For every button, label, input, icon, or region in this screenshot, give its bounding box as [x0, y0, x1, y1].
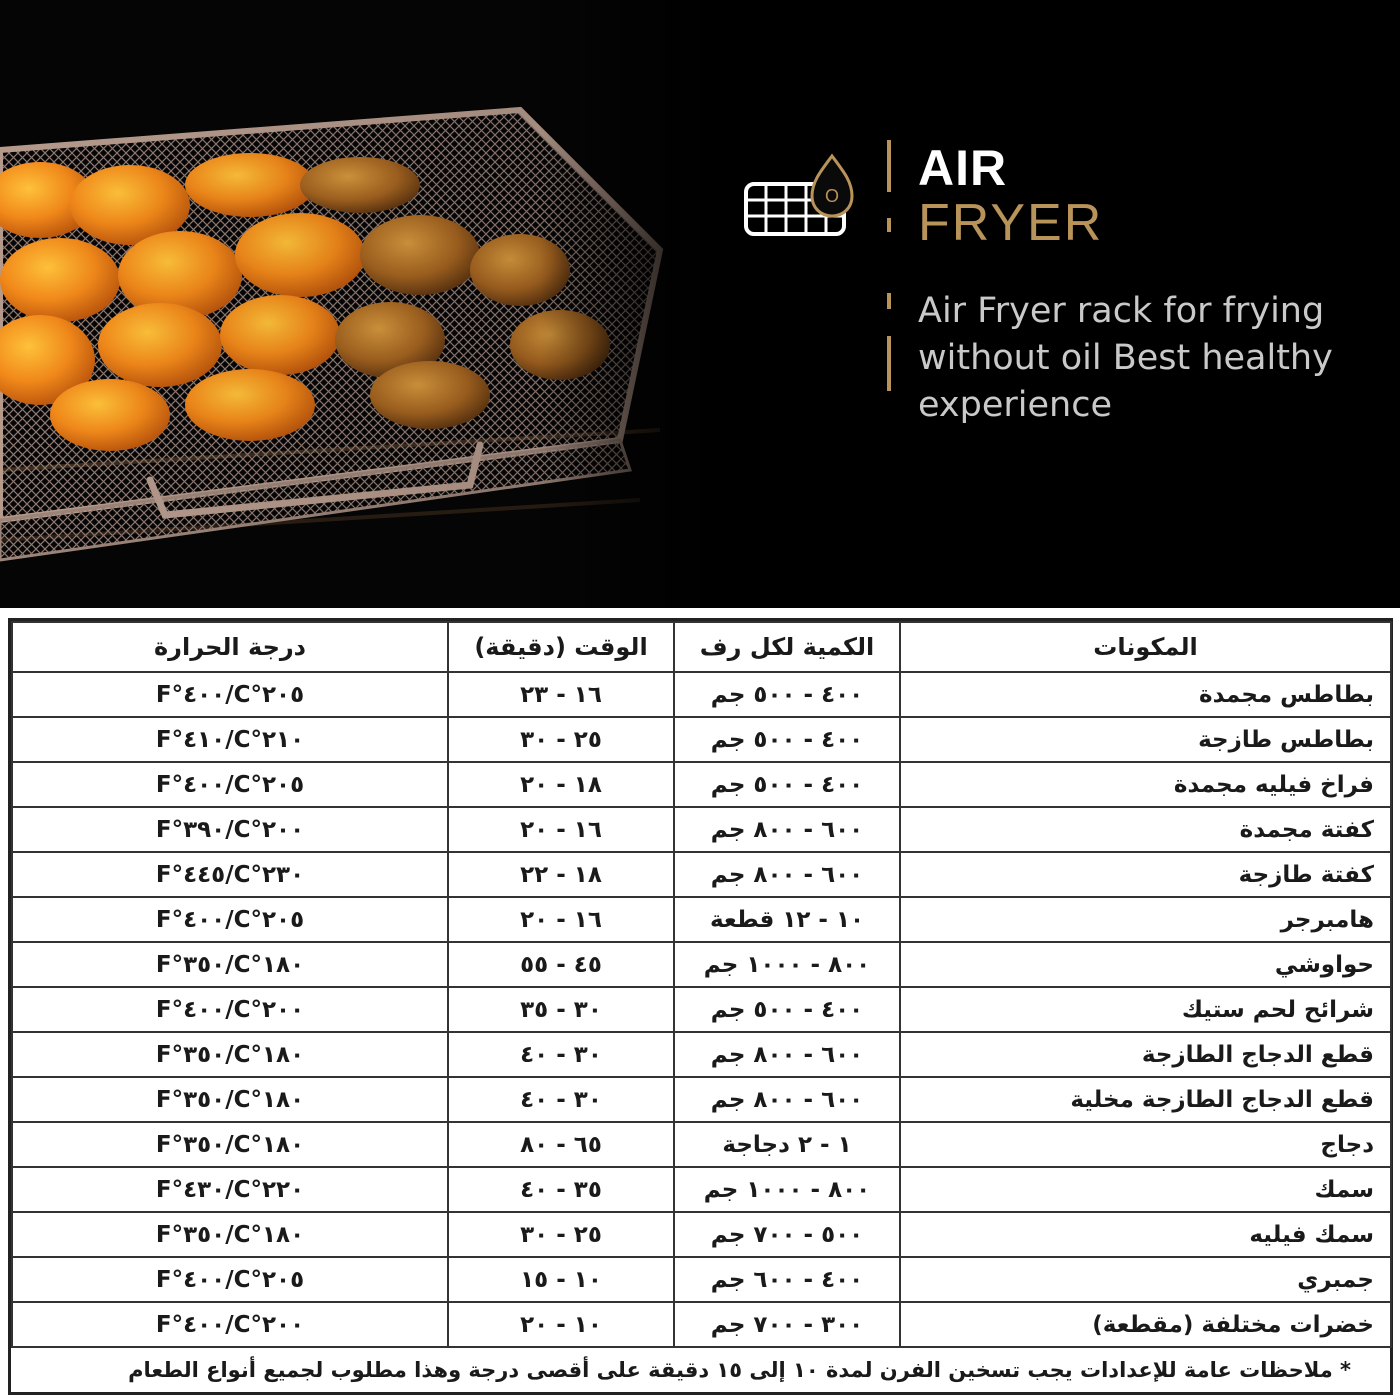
cell-ingredient: كفتة مجمدة [900, 807, 1391, 852]
title-fryer: FRYER [918, 194, 1104, 252]
cell-time: ١٨ - ٢٢ [448, 852, 674, 897]
title-divider-tick [887, 218, 891, 232]
tagline: Air Fryer rack for frying without oil Best healthy experience [918, 291, 1333, 425]
cell-ingredient: قطع الدجاج الطازجة مخلية [900, 1077, 1391, 1122]
table-header-row [12, 622, 1391, 672]
table-row [12, 1122, 1391, 1167]
cell-ingredient: هامبرجر [900, 897, 1391, 942]
cell-time: ٢٥ - ٣٠ [448, 1212, 674, 1257]
cell-quantity: ٤٠٠ - ٥٠٠ جم [674, 762, 900, 807]
header-time: الوقت (دقيقة) [448, 622, 674, 672]
cooking-table [8, 618, 1393, 1395]
cell-temperature: ٢٠٥°C/٤٠٠°F [12, 897, 448, 942]
cell-time: ٣٠ - ٤٠ [448, 1077, 674, 1122]
table-row [12, 762, 1391, 807]
table-row [12, 987, 1391, 1032]
cell-quantity: ١ - ٢ دجاجة [674, 1122, 900, 1167]
cell-time: ٦٥ - ٨٠ [448, 1122, 674, 1167]
cooking-guide-table [11, 621, 1392, 1392]
title-divider [887, 140, 891, 192]
cell-quantity: ٤٠٠ - ٦٠٠ جم [674, 1257, 900, 1302]
table-row [12, 1167, 1391, 1212]
air-fryer-rack-icon [740, 150, 860, 245]
cell-temperature: ١٨٠°C/٣٥٠°F [12, 1122, 448, 1167]
cell-ingredient: قطع الدجاج الطازجة [900, 1032, 1391, 1077]
cell-time: ١٦ - ٢٠ [448, 807, 674, 852]
table-row [12, 852, 1391, 897]
title-air: AIR [918, 140, 1008, 196]
cell-quantity: ١٠ - ١٢ قطعة [674, 897, 900, 942]
table-row [12, 672, 1391, 717]
svg-text:O: O [824, 186, 840, 206]
cell-time: ١٦ - ٢٣ [448, 672, 674, 717]
cell-ingredient: كفتة طازجة [900, 852, 1391, 897]
header-quantity: الكمية لكل رف [674, 622, 900, 672]
cell-temperature: ١٨٠°C/٣٥٠°F [12, 1077, 448, 1122]
table-row [12, 1212, 1391, 1257]
cell-ingredient: حواوشي [900, 942, 1391, 987]
cell-ingredient: شرائح لحم ستيك [900, 987, 1391, 1032]
cell-temperature: ٢١٠°C/٤١٠°F [12, 717, 448, 762]
tagline-divider [887, 336, 891, 391]
header-ingredients: المكونات [900, 622, 1391, 672]
cell-time: ٣٠ - ٤٠ [448, 1032, 674, 1077]
cell-temperature: ٢٢٠°C/٤٣٠°F [12, 1167, 448, 1212]
cell-temperature: ٢٣٠°C/٤٤٥°F [12, 852, 448, 897]
cell-quantity: ٣٠٠ - ٧٠٠ جم [674, 1302, 900, 1347]
cell-temperature: ١٨٠°C/٣٥٠°F [12, 1212, 448, 1257]
cell-temperature: ٢٠٠°C/٤٠٠°F [12, 987, 448, 1032]
table-note-row [12, 1347, 1391, 1392]
cell-temperature: ١٨٠°C/٣٥٠°F [12, 1032, 448, 1077]
cell-time: ١٨ - ٢٠ [448, 762, 674, 807]
cell-ingredient: بطاطس مجمدة [900, 672, 1391, 717]
cell-ingredient: دجاج [900, 1122, 1391, 1167]
header-temperature: درجة الحرارة [12, 622, 448, 672]
fried-chicken-photo [0, 0, 720, 608]
table-row [12, 1077, 1391, 1122]
cell-quantity: ٥٠٠ - ٧٠٠ جم [674, 1212, 900, 1257]
tagline-divider-tick [887, 293, 891, 309]
table-row [12, 1257, 1391, 1302]
table-row [12, 942, 1391, 987]
cell-time: ٣٥ - ٤٠ [448, 1167, 674, 1212]
hero-banner [0, 0, 1400, 608]
cell-temperature: ٢٠٥°C/٤٠٠°F [12, 672, 448, 717]
cell-ingredient: سمك [900, 1167, 1391, 1212]
cell-ingredient: فراخ فيليه مجمدة [900, 762, 1391, 807]
cell-quantity: ٤٠٠ - ٥٠٠ جم [674, 717, 900, 762]
cell-ingredient: بطاطس طازجة [900, 717, 1391, 762]
cell-ingredient: جمبري [900, 1257, 1391, 1302]
table-row [12, 1302, 1391, 1347]
general-note: * ملاحظات عامة للإعدادات يجب تسخين الفرن لمدة ١٠ إلى ١٥ دقيقة على أقصى درجة وهذا مطلوب لجميع أنواع الطعام [12, 1347, 1391, 1392]
cell-temperature: ٢٠٠°C/٤٠٠°F [12, 1302, 448, 1347]
cell-quantity: ٨٠٠ - ١٠٠٠ جم [674, 1167, 900, 1212]
cell-quantity: ٨٠٠ - ١٠٠٠ جم [674, 942, 900, 987]
cell-time: ١٦ - ٢٠ [448, 897, 674, 942]
cell-temperature: ١٨٠°C/٣٥٠°F [12, 942, 448, 987]
cell-time: ٣٠ - ٣٥ [448, 987, 674, 1032]
cell-ingredient: سمك فيليه [900, 1212, 1391, 1257]
cell-quantity: ٦٠٠ - ٨٠٠ جم [674, 852, 900, 897]
cell-time: ١٠ - ٢٠ [448, 1302, 674, 1347]
cell-quantity: ٤٠٠ - ٥٠٠ جم [674, 672, 900, 717]
cell-quantity: ٤٠٠ - ٥٠٠ جم [674, 987, 900, 1032]
cell-time: ٢٥ - ٣٠ [448, 717, 674, 762]
table-row [12, 1032, 1391, 1077]
table-row [12, 807, 1391, 852]
cell-ingredient: خضرات مختلفة (مقطعة) [900, 1302, 1391, 1347]
table-row [12, 897, 1391, 942]
cell-quantity: ٦٠٠ - ٨٠٠ جم [674, 1077, 900, 1122]
cell-quantity: ٦٠٠ - ٨٠٠ جم [674, 807, 900, 852]
cell-quantity: ٦٠٠ - ٨٠٠ جم [674, 1032, 900, 1077]
cell-temperature: ٢٠٠°C/٣٩٠°F [12, 807, 448, 852]
cell-temperature: ٢٠٥°C/٤٠٠°F [12, 762, 448, 807]
table-row [12, 717, 1391, 762]
cell-temperature: ٢٠٥°C/٤٠٠°F [12, 1257, 448, 1302]
cell-time: ١٠ - ١٥ [448, 1257, 674, 1302]
cell-time: ٤٥ - ٥٥ [448, 942, 674, 987]
